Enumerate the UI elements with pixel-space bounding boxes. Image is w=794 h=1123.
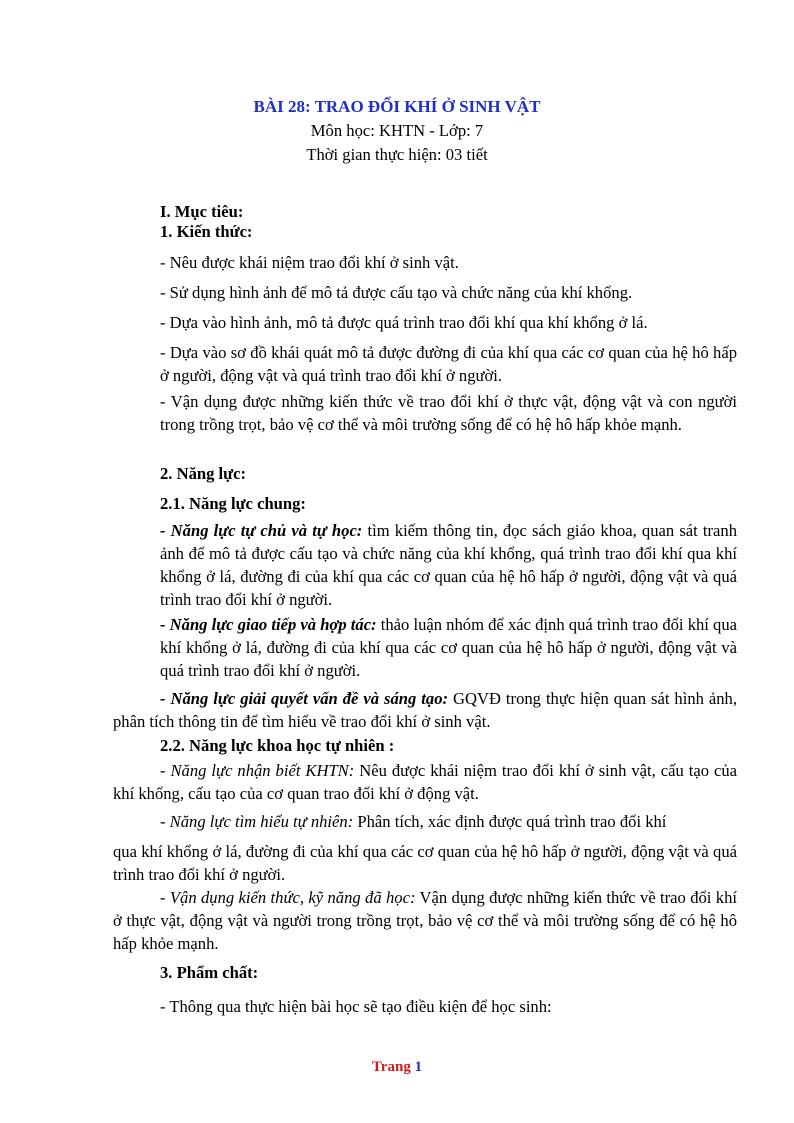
science-competency-heading: 2.2. Năng lực khoa học tự nhiên : — [160, 736, 395, 755]
competency-label: - Vận dụng kiến thức, kỹ năng đã học: — [160, 888, 416, 907]
general-competency-item-2 — [160, 613, 737, 682]
page-footer — [0, 1056, 794, 1079]
knowledge-heading: 1. Kiến thức: — [160, 222, 253, 241]
competency-text: Phân tích, xác định được quá trình trao đổi khí — [353, 812, 667, 831]
science-competency-item-3 — [113, 886, 737, 955]
competency-text: Vận dụng được những kiến thức về trao đổi khí ở thực vật, động vật và người trong trồng trọt, bảo vệ cơ thể và môi trường sống để có hệ hô hấp khỏe mạnh. — [113, 888, 737, 953]
competency-label: - Năng lực tìm hiểu tự nhiên: — [160, 812, 354, 831]
qualities-item-1: - Thông qua thực hiện bài học sẽ tạo điều kiện để học sinh: — [160, 997, 552, 1016]
qualities-heading: 3. Phẩm chất: — [160, 963, 259, 982]
lesson-title: BÀI 28: TRAO ĐỔI KHÍ Ở SINH VẬT — [253, 97, 541, 116]
competency-text: GQVĐ trong thực hiện quan sát hình ảnh, phân tích thông tin để tìm hiểu về trao đổi khí ở sinh vật. — [113, 689, 738, 731]
competency-label: - Năng lực giải quyết vấn đề và sáng tạo: — [160, 689, 449, 708]
science-competency-item-2 — [160, 810, 760, 833]
page-number: 1 — [414, 1059, 423, 1075]
knowledge-item-3: - Dựa vào hình ảnh, mô tả được quá trình trao đổi khí qua khí khổng ở lá. — [160, 313, 648, 332]
competency-label: - Năng lực tự chủ và tự học: — [160, 521, 363, 540]
general-competency-heading: 2.1. Năng lực chung: — [160, 494, 306, 513]
knowledge-item-4: - Dựa vào sơ đồ khái quát mô tả được đường đi của khí qua các cơ quan của hệ hô hấp ở người, động vật và quá trình trao đổi khí ở người. — [160, 343, 737, 385]
page-label: Trang — [371, 1059, 411, 1075]
competency-text: tìm kiếm thông tin, đọc sách giáo khoa, quan sát tranh ảnh để mô tả được cấu tạo và chức năng của khí khổng, quá trình trao đổi khí qua khí khổng ở lá, đường đi của khí qua các cơ quan của hệ hô hấp ở người, động vật và quá trình trao đổi khí ở người. — [160, 521, 738, 609]
competency-label: - Năng lực giao tiếp và hợp tác: — [160, 615, 377, 634]
lesson-subject: Môn học: KHTN - Lớp: 7 — [310, 121, 484, 140]
general-competency-item-1 — [160, 519, 737, 611]
general-competency-item-3 — [113, 687, 737, 733]
competency-text: thảo luận nhóm để xác định quá trình trao đổi khí qua khí khổng ở lá, đường đi của khí qua các cơ quan của hệ hô hấp ở người, động vật và quá trình trao đổi khí ở người. — [160, 615, 738, 680]
lesson-header — [0, 95, 794, 167]
science-competency-item-2-continued: qua khí khổng ở lá, đường đi của khí qua các cơ quan của hệ hô hấp ở người, động vật và quá trình trao đổi khí ở người. — [113, 842, 737, 884]
knowledge-item-2: - Sử dụng hình ảnh để mô tả được cấu tạo và chức năng của khí khổng. — [160, 283, 633, 302]
lesson-duration: Thời gian thực hiện: 03 tiết — [306, 145, 488, 164]
section-objectives-heading: I. Mục tiêu: — [160, 202, 244, 221]
competency-heading: 2. Năng lực: — [160, 464, 247, 483]
competency-text: Nêu được khái niệm trao đổi khí ở sinh vật, cấu tạo của khí khổng, cấu tạo của cơ quan trao đổi khí ở động vật. — [113, 761, 737, 803]
knowledge-item-5: - Vận dụng được những kiến thức về trao đổi khí ở thực vật, động vật và con người trong trồng trọt, bảo vệ cơ thể và môi trường sống để có hệ hô hấp khỏe mạnh. — [160, 392, 737, 434]
knowledge-item-1: - Nêu được khái niệm trao đổi khí ở sinh vật. — [160, 253, 459, 272]
science-competency-item-1 — [113, 759, 737, 805]
competency-label: - Năng lực nhận biết KHTN: — [160, 761, 355, 780]
